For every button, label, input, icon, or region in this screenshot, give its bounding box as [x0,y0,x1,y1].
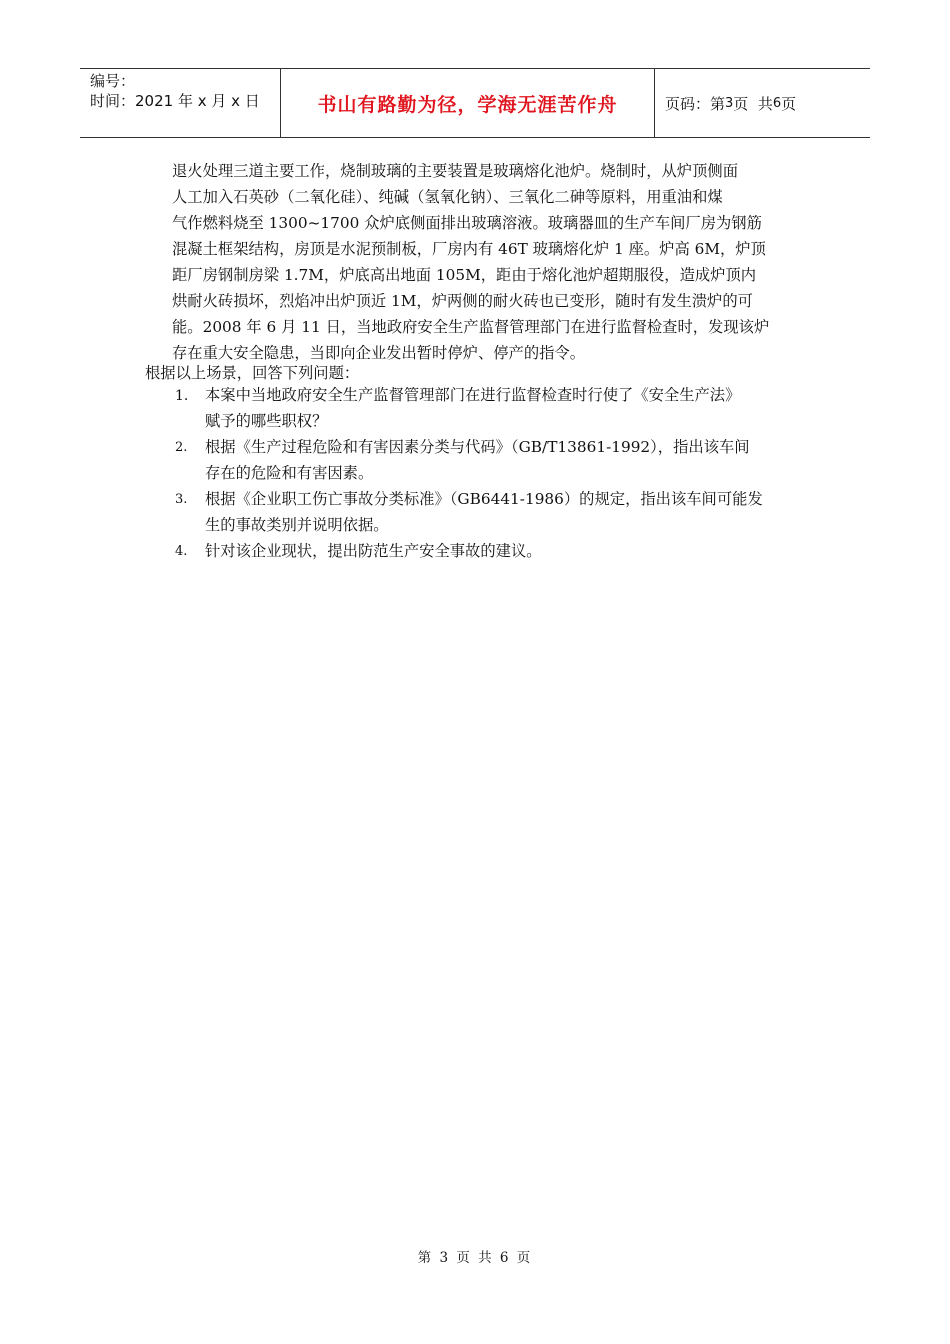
question-line: 赋予的哪些职权？ [205,412,328,430]
question-item [175,382,815,434]
question-line: 生的事故类别并说明依据。 [205,516,389,534]
question-line: 根据《企业职工伤亡事故分类标准》（GB6441-1986）的规定，指出该车间可能发 [205,490,763,508]
question-item [175,486,815,538]
header-motto: 书山有路勤为径，学海无涯苦作舟 [281,69,655,137]
paragraph-line: 气作燃料烧至 1300~1700 众炉底侧面排出玻璃溶液。玻璃器皿的生产车间厂房为钢筋 [172,214,762,232]
page-current: 3 [725,95,734,111]
question-list [175,382,815,565]
question-line: 存在的危险和有害因素。 [205,464,374,482]
page-header [80,68,870,138]
time-label: 时间：2021 年 x 月 x 日 [90,92,260,110]
question-text [205,382,815,434]
question-item [175,434,815,486]
question-number: 2. [175,440,188,455]
question-text [205,538,815,565]
paragraph-line: 能。2008 年 6 月 11 日，当地政府安全生产监督管理部门在进行监督检查时，发现该炉 [172,318,770,336]
question-line: 针对该企业现状，提出防范生产安全事故的建议。 [205,542,542,560]
header-meta [80,69,281,137]
header-page-info [655,69,870,137]
question-number: 4. [175,544,188,559]
question-number: 1. [175,388,189,404]
page-footer: 第 3 页 共 6 页 [417,1250,533,1266]
paragraph-line: 混凝土框架结构，房顶是水泥预制板，厂房内有 46T 玻璃熔化炉 1 座。炉高 6M，炉顶 [172,240,766,258]
page-mid: 页 共 [733,94,773,113]
paragraph-line: 距厂房钢制房梁 1.7M，炉底高出地面 105M，距由于熔化池炉超期服役，造成炉顶内 [172,266,757,284]
paragraph-line: 退火处理三道主要工作，烧制玻璃的主要装置是玻璃熔化池炉。烧制时，从炉顶侧面 [172,162,738,180]
question-text [205,486,815,538]
scenario-paragraph [172,158,812,366]
question-text [205,434,815,486]
question-number: 3. [175,492,188,507]
page-suffix: 页 [781,94,797,113]
page-total: 6 [772,95,782,111]
paragraph-line: 烘耐火砖损坏，烈焰冲出炉顶近 1M，炉两侧的耐火砖也已变形，随时有发生溃炉的可 [172,292,753,310]
question-line: 本案中当地政府安全生产监督管理部门在进行监督检查时行使了《安全生产法》 [205,386,741,404]
page-prefix: 页码：第 [665,94,726,113]
question-line: 根据《生产过程危险和有害因素分类与代码》（GB/T13861-1992），指出该车间 [205,438,750,456]
paragraph-line: 人工加入石英砂（二氧化硅）、纯碱（氢氧化钠）、三氧化二砷等原料，用重油和煤 [172,188,723,206]
paragraph-line: 存在重大安全隐患，当即向企业发出暂时停炉、停产的指令。 [172,344,586,362]
question-item [175,538,815,565]
number-label: 编号： [90,72,136,90]
questions-lead: 根据以上场景，回答下列问题： [145,364,360,382]
